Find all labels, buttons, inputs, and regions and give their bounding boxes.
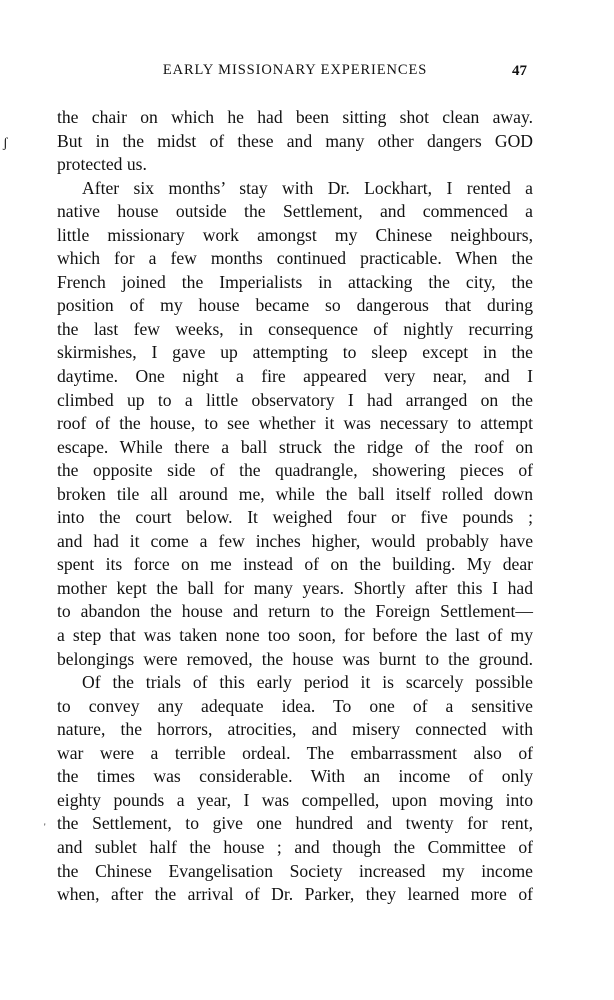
text-line: the opposite side of the quadrangle, showering pieces of xyxy=(57,460,533,481)
running-head-title: EARLY MISSIONARY EXPERIENCES xyxy=(162,62,428,78)
text-line: native house outside the Settlement, and commenced a xyxy=(57,201,533,222)
text-line: when, after the arrival of Dr. Parker, they learned more of xyxy=(57,884,533,905)
text-line: daytime. One night a fire appeared very near, and I xyxy=(57,366,533,387)
text-line: war were a terrible ordeal. The embarrassment also of xyxy=(57,742,533,763)
text-line: protected us. xyxy=(57,154,147,175)
text-line: the last few weeks, in consequence of nightly recurring xyxy=(57,318,533,339)
margin-speck: ' xyxy=(44,822,46,832)
page-number: 47 xyxy=(512,63,527,79)
text-line: After six months’ stay with Dr. Lockhart, I rented a xyxy=(82,177,533,198)
text-line: and sublet half the house ; and though the Committee of xyxy=(57,836,533,857)
text-line: a step that was taken none too soon, for before the last of my xyxy=(57,625,533,646)
text-line: to abandon the house and return to the Foreign Settlement— xyxy=(57,601,533,622)
text-line: climbed up to a little observatory I had arranged on the xyxy=(57,389,533,410)
text-line: roof of the house, to see whether it was necessary to attempt xyxy=(57,413,533,434)
text-line: eighty pounds a year, I was compelled, upon moving into xyxy=(57,789,533,810)
text-line: the Settlement, to give one hundred and twenty for rent, xyxy=(57,813,533,834)
text-line: skirmishes, I gave up attempting to sleep except in the xyxy=(57,342,533,363)
text-line: Of the trials of this early period it is scarcely possible xyxy=(82,672,533,693)
body-text xyxy=(57,106,533,907)
text-line: and had it come a few inches higher, would probably have xyxy=(57,530,533,551)
text-line: the chair on which he had been sitting shot clean away. xyxy=(57,107,533,127)
text-line: But in the midst of these and many other dangers GOD xyxy=(57,130,533,151)
paragraph xyxy=(57,106,533,177)
text-line: the times was considerable. With an income of only xyxy=(57,766,533,787)
margin-ink-mark: ʃ xyxy=(3,136,8,151)
text-line: position of my house became so dangerous that during xyxy=(57,295,533,316)
text-line: little missionary work amongst my Chinese neighbours, xyxy=(57,224,533,245)
text-line: the Chinese Evangelisation Society increased my income xyxy=(57,860,533,881)
text-line: belongings were removed, the house was burnt to the ground. xyxy=(57,648,533,669)
paragraph xyxy=(57,177,533,671)
text-line: French joined the Imperialists in attacking the city, the xyxy=(57,271,533,292)
paragraph xyxy=(57,671,533,906)
text-line: escape. While there a ball struck the ridge of the roof on xyxy=(57,436,533,457)
text-line: nature, the horrors, atrocities, and misery connected with xyxy=(57,719,533,740)
text-line: which for a few months continued practicable. When the xyxy=(57,248,533,269)
running-head xyxy=(57,60,533,82)
text-line: mother kept the ball for many years. Shortly after this I had xyxy=(57,577,533,598)
text-line: to convey any adequate idea. To one of a sensitive xyxy=(57,695,533,716)
text-line: spent its force on me instead of on the building. My dear xyxy=(57,554,533,575)
text-line: into the court below. It weighed four or five pounds ; xyxy=(57,507,533,528)
text-line: broken tile all around me, while the ball itself rolled down xyxy=(57,483,533,504)
